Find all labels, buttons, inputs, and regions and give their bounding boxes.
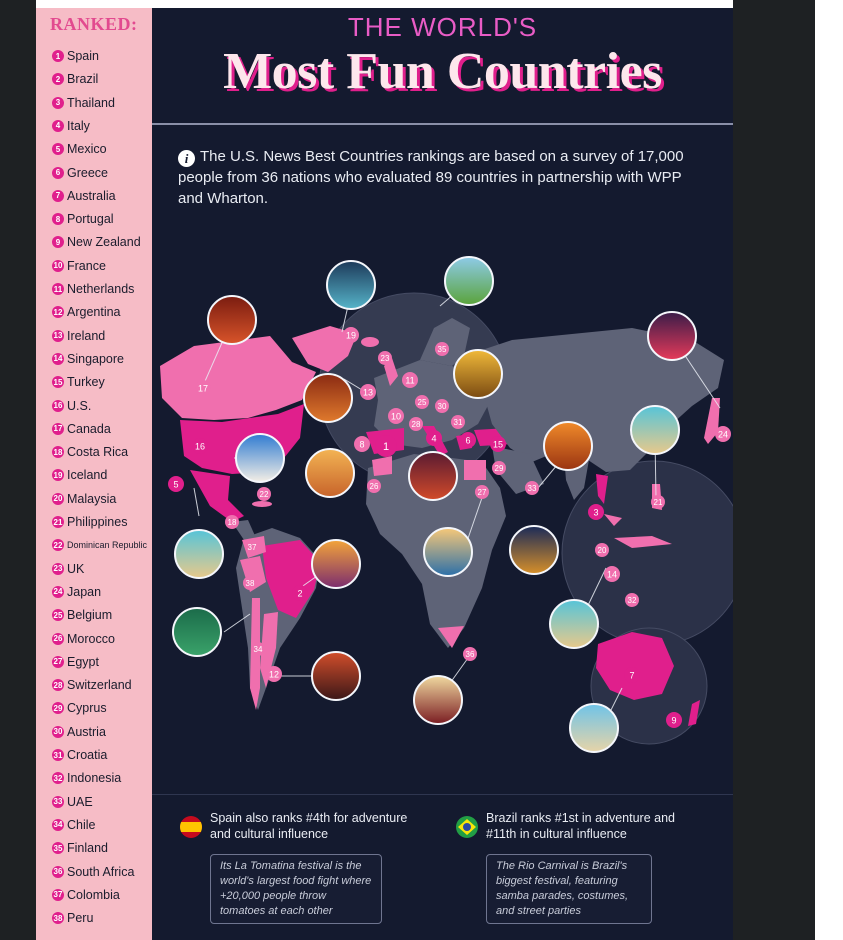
rank-country-name: Netherlands — [67, 282, 135, 296]
rank-country-name: Cyprus — [67, 701, 107, 716]
map-label-28: 28 — [411, 420, 421, 429]
rank-number-badge: 19 — [53, 470, 63, 480]
ranking-item — [52, 698, 107, 718]
map-label-34: 34 — [253, 645, 263, 654]
map-label-32: 32 — [627, 596, 637, 605]
rank-country-name: Switzerland — [67, 678, 132, 693]
map-label-16: 16 — [194, 441, 206, 452]
rank-country-name: Argentina — [67, 305, 121, 320]
rank-country-name: Australia — [67, 188, 116, 203]
map-label-23: 23 — [380, 354, 390, 363]
rank-number-badge: 38 — [53, 913, 63, 923]
spain-note: Spain also ranks #4th for adventure and cultural influence — [210, 811, 408, 841]
brazil-fact-box: The Rio Carnival is Brazil's biggest festival, featuring samba parades, costumes, and street parties — [486, 854, 652, 924]
ranking-item — [52, 535, 147, 555]
map-label-24: 24 — [717, 429, 729, 440]
rank-country-name: Finland — [67, 841, 108, 856]
info-icon: i — [178, 150, 195, 167]
rank-country-name: Chile — [67, 817, 96, 832]
map-label-1: 1 — [382, 441, 390, 453]
rank-country-name: UAE — [67, 794, 93, 809]
rank-country-name: U.S. — [67, 398, 92, 413]
ranking-sidebar — [36, 8, 152, 940]
rank-country-name: France — [67, 258, 106, 273]
map-label-11: 11 — [405, 375, 415, 386]
ranking-item — [52, 908, 93, 928]
map-label-19: 19 — [345, 330, 357, 341]
brazil-flag-icon — [456, 816, 478, 838]
ranking-item — [52, 186, 116, 206]
rank-number-badge: 37 — [53, 890, 63, 900]
map-label-35: 35 — [437, 345, 447, 354]
ranking-title: RANKED: — [50, 14, 138, 34]
rank-number-badge: 3 — [52, 97, 64, 109]
ranking-item — [52, 605, 112, 625]
rank-country-name: Ireland — [67, 328, 106, 343]
map-label-12: 12 — [268, 669, 280, 680]
ranking-item — [52, 279, 134, 299]
map-label-3: 3 — [593, 507, 599, 518]
rank-country-name: Croatia — [67, 748, 108, 762]
rank-number-badge: 29 — [53, 703, 63, 713]
ranking-item — [52, 675, 132, 695]
map-label-5: 5 — [173, 479, 179, 490]
rank-number-badge: 24 — [53, 587, 63, 597]
map-label-36: 36 — [465, 650, 475, 659]
indonesia-photo — [550, 600, 598, 648]
philippines-photo — [631, 406, 679, 454]
map-label-18: 18 — [227, 518, 237, 527]
rank-number-badge: 20 — [53, 494, 63, 504]
rank-country-name: Egypt — [67, 654, 99, 669]
map-label-2: 2 — [297, 588, 303, 599]
rank-number-badge: 16 — [53, 401, 63, 410]
ranking-item — [52, 349, 124, 369]
rank-country-name: Canada — [67, 421, 111, 436]
ranking-item — [52, 489, 116, 509]
rank-number-badge: 35 — [53, 843, 63, 853]
mexico-beach-photo — [175, 530, 223, 578]
ireland-pub-photo — [304, 374, 352, 422]
ranking-item — [52, 652, 99, 672]
info-text: The U.S. News Best Countries rankings are based on a survey of 17,000 people from 36 nations who evaluated 89 countries in partnership with WPP and Wharton. — [178, 148, 684, 207]
ranking-item — [52, 69, 98, 89]
ranking-item — [52, 815, 96, 835]
iceland-shape — [361, 337, 379, 347]
rank-number-badge: 27 — [53, 657, 63, 667]
ranking-item — [52, 302, 121, 322]
rank-number-badge: 36 — [53, 867, 63, 876]
map-label-14: 14 — [606, 569, 618, 580]
rank-number-badge: 6 — [52, 167, 64, 179]
mexico-shape — [190, 470, 244, 522]
map-label-26: 26 — [369, 482, 379, 491]
title-divider — [152, 123, 733, 125]
map-label-4: 4 — [431, 433, 437, 444]
right-margin — [815, 0, 843, 940]
argentina-tango-photo — [312, 652, 360, 700]
rank-country-name: Spain — [67, 49, 99, 63]
portugal-photo — [306, 449, 354, 497]
australia-photo — [570, 704, 618, 752]
top-frame — [36, 0, 815, 8]
ranking-item — [52, 372, 105, 392]
turkey-canyon-photo — [544, 422, 592, 470]
brazil-note: Brazil ranks #1st in adventure and #11th in cultural influence — [486, 811, 675, 841]
ranking-item — [52, 768, 121, 788]
infographic-main — [152, 8, 733, 940]
rank-country-name: Brazil — [67, 72, 99, 87]
canada-shape — [160, 336, 316, 420]
rank-country-name: Belgium — [67, 608, 113, 623]
iceland-photo — [327, 261, 375, 309]
ranking-item — [52, 139, 107, 159]
rank-country-name: Colombia — [67, 887, 120, 902]
map-label-8: 8 — [359, 439, 365, 450]
rank-number-badge: 14 — [53, 354, 63, 364]
rank-country-name: Greece — [67, 165, 108, 180]
map-label-17: 17 — [197, 383, 209, 394]
ranking-item — [52, 862, 134, 882]
map-label-9: 9 — [671, 715, 677, 726]
brazil-carnival-photo — [312, 540, 360, 588]
rank-number-badge: 21 — [53, 517, 63, 527]
rank-number-badge: 9 — [52, 236, 64, 248]
egypt-cruise-photo — [424, 528, 472, 576]
rank-number-badge: 18 — [53, 447, 63, 457]
ranking-item — [52, 232, 141, 252]
rank-number-badge: 7 — [52, 190, 64, 202]
rank-number-badge: 26 — [53, 634, 63, 643]
south-africa-wine-photo — [414, 676, 462, 724]
ranking-item — [52, 326, 105, 346]
map-label-33: 33 — [527, 484, 537, 493]
rank-country-name: Portugal — [67, 212, 114, 227]
map-label-15: 15 — [492, 439, 504, 450]
spain-flag-icon — [180, 816, 202, 838]
ranking-item — [52, 256, 106, 276]
rank-number-badge: 11 — [53, 284, 63, 294]
ranking-item — [52, 442, 128, 462]
map-label-20: 20 — [597, 546, 607, 555]
rank-number-badge: 34 — [53, 820, 63, 830]
ranking-item — [52, 512, 127, 532]
map-label-30: 30 — [437, 402, 447, 411]
ranking-item — [52, 722, 106, 742]
map-label-10: 10 — [390, 411, 402, 422]
japan-photo — [648, 312, 696, 360]
rank-country-name: Peru — [67, 911, 94, 926]
ranking-item — [52, 46, 99, 66]
map-label-7: 7 — [629, 670, 635, 681]
left-frame — [0, 0, 36, 940]
rank-country-name: Japan — [67, 584, 102, 599]
rank-country-name: South Africa — [67, 864, 135, 879]
rank-number-badge: 5 — [52, 143, 64, 155]
ranking-item — [52, 838, 108, 858]
right-frame — [733, 0, 815, 940]
rank-country-name: Thailand — [67, 95, 115, 110]
rank-country-name: Italy — [67, 118, 90, 133]
spain-fact-box: Its La Tomatina festival is the world's largest food fight where +20,000 people throw tomatoes at each other — [210, 854, 382, 924]
ranking-item — [52, 745, 107, 765]
rank-number-badge: 33 — [53, 797, 63, 807]
us-vegas-photo — [236, 434, 284, 482]
ranking-item — [52, 792, 93, 812]
map-label-13: 13 — [362, 387, 374, 398]
rank-country-name: Mexico — [67, 142, 107, 157]
rank-number-badge: 10 — [53, 261, 63, 271]
rank-country-name: Costa Rica — [67, 445, 129, 460]
notes-divider — [152, 794, 733, 795]
rank-country-name: Singapore — [67, 351, 124, 366]
ranking-item — [52, 629, 115, 649]
rank-country-name: UK — [67, 561, 85, 576]
rank-number-badge: 1 — [52, 50, 64, 62]
page-title: Most Fun Countries — [223, 43, 662, 100]
rank-country-name: Malaysia — [67, 491, 117, 506]
map-label-31: 31 — [453, 418, 463, 427]
rank-number-badge: 15 — [53, 377, 63, 387]
ranking-item — [52, 582, 101, 602]
rank-country-name: New Zealand — [67, 235, 141, 250]
greece-photo — [409, 452, 457, 500]
rank-number-badge: 13 — [53, 331, 63, 341]
ranking-item — [52, 465, 107, 485]
rank-country-name: Dominican Republic — [67, 540, 148, 551]
ranking-item — [52, 116, 90, 136]
thailand-night-photo — [510, 526, 558, 574]
rank-country-name: Indonesia — [67, 771, 122, 786]
rank-number-badge: 2 — [52, 73, 64, 85]
ranking-item — [52, 93, 115, 113]
rank-number-badge: 23 — [53, 564, 63, 574]
map-label-29: 29 — [494, 464, 504, 473]
map-label-6: 6 — [465, 435, 471, 446]
map-label-22: 22 — [259, 490, 269, 499]
ranking-item — [52, 559, 84, 579]
italy-photo — [454, 350, 502, 398]
rank-country-name: Turkey — [67, 375, 105, 390]
rank-number-badge: 32 — [53, 773, 63, 783]
rank-number-badge: 12 — [53, 307, 63, 317]
netherlands-photo — [445, 257, 493, 305]
map-label-38: 38 — [245, 579, 255, 588]
world-map — [152, 248, 733, 768]
map-label-25: 25 — [417, 398, 427, 407]
rank-country-name: Philippines — [67, 515, 128, 529]
ranking-item — [52, 396, 91, 416]
canada-photo — [208, 296, 256, 344]
rank-number-badge: 30 — [53, 727, 63, 737]
map-label-37: 37 — [247, 543, 257, 552]
ranking-item — [52, 885, 120, 905]
map-label-21: 21 — [653, 498, 663, 507]
ranking-item — [52, 163, 108, 183]
map-label-27: 27 — [477, 488, 487, 497]
rank-number-badge: 31 — [53, 750, 63, 760]
info-paragraph — [178, 146, 698, 209]
rank-country-name: Morocco — [67, 631, 115, 646]
rank-number-badge: 22 — [53, 540, 63, 550]
rank-number-badge: 4 — [52, 120, 64, 132]
costa-rica-photo — [173, 608, 221, 656]
rank-number-badge: 8 — [52, 213, 64, 225]
rank-number-badge: 17 — [53, 424, 63, 434]
rank-country-name: Austria — [67, 724, 106, 739]
rank-country-name: Iceland — [67, 468, 108, 483]
rank-number-badge: 25 — [53, 610, 63, 620]
ranking-item — [52, 209, 114, 229]
caribbean-shape — [252, 501, 272, 507]
ranking-item — [52, 419, 111, 439]
title-kicker: THE WORLD'S — [347, 12, 538, 42]
rank-number-badge: 28 — [53, 680, 63, 690]
egypt-shape — [464, 460, 486, 480]
